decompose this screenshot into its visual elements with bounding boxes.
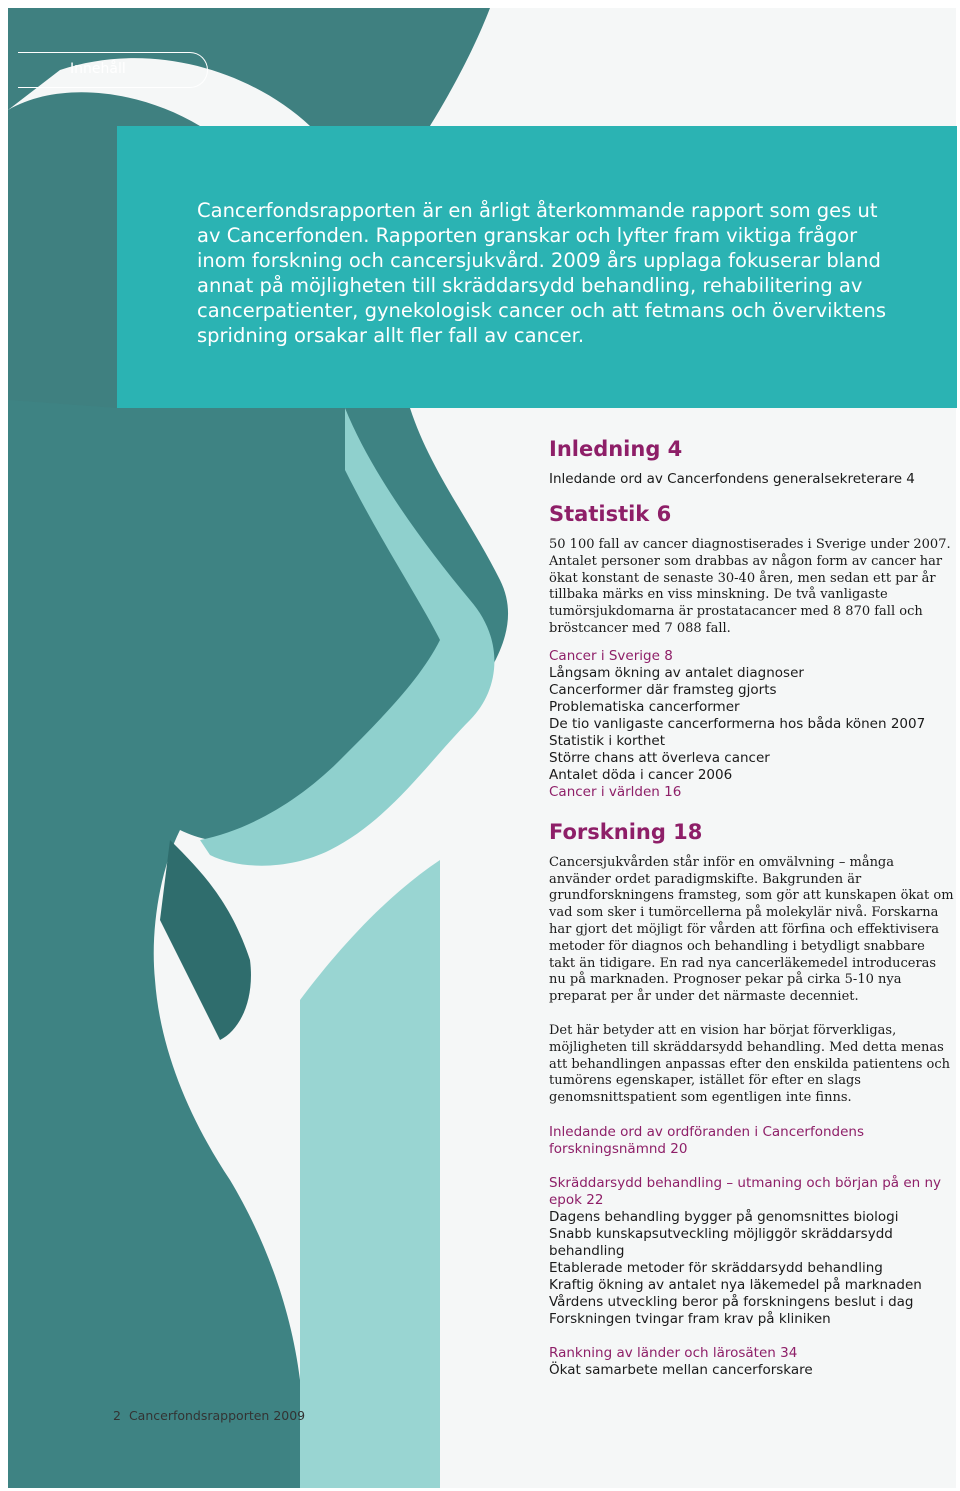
hand-shape bbox=[160, 840, 251, 1040]
page-number: 2 bbox=[113, 1408, 121, 1423]
forskning-group-3 bbox=[549, 1345, 954, 1379]
section-heading-inledning[interactable]: Inledning 4 bbox=[549, 437, 683, 461]
toc-list-item[interactable]: Cancer i världen 16 bbox=[549, 783, 682, 800]
section-heading-forskning[interactable]: Forskning 18 bbox=[549, 819, 703, 844]
toc-list-item[interactable]: Problematiska cancerformer bbox=[549, 698, 740, 715]
forskning-group-2 bbox=[549, 1175, 954, 1328]
toc-list-item[interactable]: Ökat samarbete mellan cancerforskare bbox=[549, 1361, 813, 1378]
intro-box bbox=[117, 126, 957, 408]
toc-list-item[interactable]: Etablerade metoder för skräddarsydd behandling bbox=[549, 1259, 883, 1276]
footer-folio bbox=[113, 1408, 313, 1423]
section-heading-statistik[interactable]: Statistik 6 bbox=[549, 502, 672, 526]
toc-list-item[interactable]: Kraftig ökning av antalet nya läkemedel på marknaden bbox=[549, 1276, 922, 1293]
toc-list-item[interactable]: Vårdens utveckling beror på forskningens beslut i dag bbox=[549, 1293, 914, 1310]
statistik-paragraph: 50 100 fall av cancer diagnostiserades i Sverige under 2007. Antalet personer som drabbas av någon form av cancer har ökat konstant de senaste 30-40 åren, men sedan ett par år tillbaka märks en viss minskning. De två vanligaste tumörsjukdomarna är prostatacancer med 8 870 fall och bröstcancer med 7 088 fall. bbox=[549, 537, 951, 636]
toc-list-item[interactable]: Cancer i Sverige 8 bbox=[549, 647, 673, 664]
toc-list-item[interactable]: Forskningen tvingar fram krav på kliniken bbox=[549, 1310, 831, 1327]
toc-list-item[interactable]: Cancerformer där framsteg gjorts bbox=[549, 681, 777, 698]
toc-line-inledning[interactable]: Inledande ord av Cancerfondens generalsekreterare 4 bbox=[549, 471, 915, 487]
forskning-paragraph-2: Det här betyder att en vision har börjat förverkligas, möjligheten till skräddarsydd behandling. Med detta menas att behandlingen anpassas efter den enskilda patientens och tumörens egenskaper, istället för efter en slags genomsnittspatient som egentligen inte finns. bbox=[549, 1022, 950, 1106]
nav-tab-label: Innehåll bbox=[70, 61, 126, 77]
toc-list-item[interactable]: Större chans att överleva cancer bbox=[549, 749, 770, 766]
toc-list-item[interactable]: De tio vanligaste cancerformerna hos båda könen 2007 bbox=[549, 715, 926, 732]
toc-list-item[interactable]: Långsam ökning av antalet diagnoser bbox=[549, 664, 804, 681]
toc-list-item[interactable]: Statistik i korthet bbox=[549, 732, 666, 749]
toc-list-item[interactable]: Antalet döda i cancer 2006 bbox=[549, 766, 733, 783]
nav-tab-innehall[interactable] bbox=[18, 52, 208, 88]
statistik-list bbox=[549, 648, 954, 801]
forskning-paragraph-1: Cancersjukvården står inför en omvälvning – många använder ordet paradigmskifte. Bakgrunden är grundforskningens framsteg, som gör att kunskapen ökat om vad som sker i tumörcellerna på molekylär nivå. Forskarna har gjort det möjligt för vården att förfina och effektivisera metoder för diagnos och behandling i betydligt snabbare takt än tidigare. En rad nya cancerläkemedel introduceras nu på marknaden. Prognoser pekar på cirka 5-10 nya preparat per år under det närmaste decenniet. bbox=[549, 854, 954, 1005]
toc-list-item[interactable]: Skräddarsydd behandling – utmaning och början på en ny epok 22 bbox=[549, 1174, 942, 1208]
intro-text: Cancerfondsrapporten är en årligt återkommande rapport som ges ut av Cancerfonden. Rapporten granskar och lyfter fram viktiga frågor inom forskning och cancersjukvård. 2009 års upplaga fokuserar bland annat på möjligheten till skräddarsydd behandling, rehabilitering av cancerpatienter, gynekologisk cancer och att fetmans och överviktens spridning orsakar allt fler fall av cancer. bbox=[197, 199, 887, 347]
background-light-shape bbox=[300, 860, 440, 1488]
toc-list-item[interactable]: Inledande ord av ordföranden i Cancerfondens forskningsnämnd 20 bbox=[549, 1123, 865, 1157]
toc-list-item[interactable]: Snabb kunskapsutveckling möjliggör skräddarsydd behandling bbox=[549, 1225, 893, 1259]
toc-list-item[interactable]: Rankning av länder och lärosäten 34 bbox=[549, 1344, 798, 1361]
forskning-group-1 bbox=[549, 1124, 954, 1158]
toc-list-item[interactable]: Dagens behandling bygger på genomsnittes biologi bbox=[549, 1208, 899, 1225]
table-of-contents bbox=[549, 436, 954, 1379]
publication-name: Cancerfondsrapporten 2009 bbox=[128, 1408, 306, 1423]
